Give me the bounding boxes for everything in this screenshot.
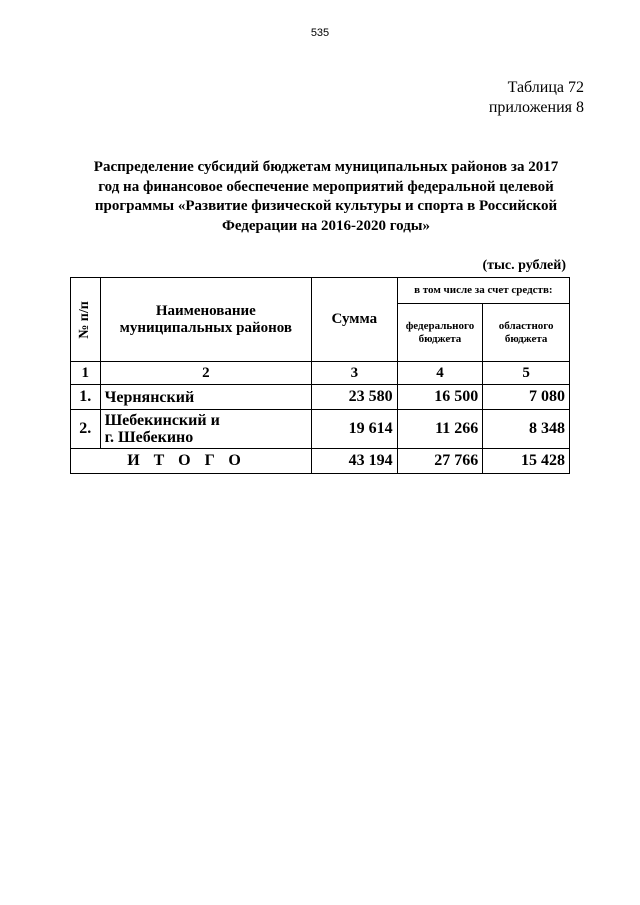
total-sum: 43 194: [312, 449, 398, 474]
header-num: [71, 278, 101, 362]
total-row: [71, 449, 570, 474]
page-number: 535: [310, 27, 330, 39]
header-regional-line1: областного: [498, 319, 554, 332]
header-name: [100, 278, 311, 362]
header-name-line2: муниципальных районов: [119, 319, 292, 336]
federal-value: 16 500: [397, 385, 483, 410]
sum-value: 23 580: [312, 385, 398, 410]
header-regional: [483, 304, 570, 362]
column-index-row: [71, 362, 570, 385]
document-title: [70, 158, 582, 236]
district-name-line1: Шебекинский и: [104, 412, 220, 429]
row-number: 1.: [71, 385, 101, 410]
column-index: 4: [397, 362, 483, 385]
header-sum: Сумма: [312, 278, 398, 362]
title-line4: Федерации на 2016-2020 годы»: [221, 217, 431, 234]
header-name-line1: Наименование: [155, 302, 256, 319]
subsidy-table: [70, 277, 570, 474]
district-name: [100, 385, 311, 410]
units-label: (тыс. рублей): [482, 258, 566, 273]
header-federal-line1: федерального: [405, 319, 475, 332]
table-reference-line2: приложения 8: [488, 99, 584, 116]
header-including: в том числе за счет средств:: [397, 278, 569, 304]
federal-value: 11 266: [397, 410, 483, 449]
header-num-label: № п/п: [77, 300, 93, 339]
table-reference-line1: Таблица 72: [507, 79, 584, 96]
table-row: [71, 385, 570, 410]
header-row-1: [71, 278, 570, 304]
column-index: 5: [483, 362, 570, 385]
district-name-line2: г. Шебекино: [104, 429, 194, 446]
total-regional: 15 428: [483, 449, 570, 474]
total-federal: 27 766: [397, 449, 483, 474]
title-line3: программы «Развитие физической культуры и спорта в Российской: [94, 198, 558, 214]
header-federal-line2: бюджета: [418, 332, 462, 345]
sum-value: 19 614: [312, 410, 398, 449]
table-row: [71, 410, 570, 449]
regional-value: 7 080: [483, 385, 570, 410]
column-index: 1: [71, 362, 101, 385]
column-index: 3: [312, 362, 398, 385]
row-number: 2.: [71, 410, 101, 449]
table-reference: [489, 78, 584, 118]
header-federal: [397, 304, 483, 362]
district-name-line1: Чернянский: [104, 388, 195, 406]
column-index: 2: [100, 362, 311, 385]
regional-value: 8 348: [483, 410, 570, 449]
title-line2: год на финансовое обеспечение мероприятий федеральной целевой: [98, 178, 554, 195]
total-label: ИТОГО: [71, 449, 312, 474]
district-name: [100, 410, 311, 449]
header-regional-line2: бюджета: [504, 332, 548, 345]
title-line1: Распределение субсидий бюджетам муниципальных районов за 2017: [93, 159, 559, 175]
